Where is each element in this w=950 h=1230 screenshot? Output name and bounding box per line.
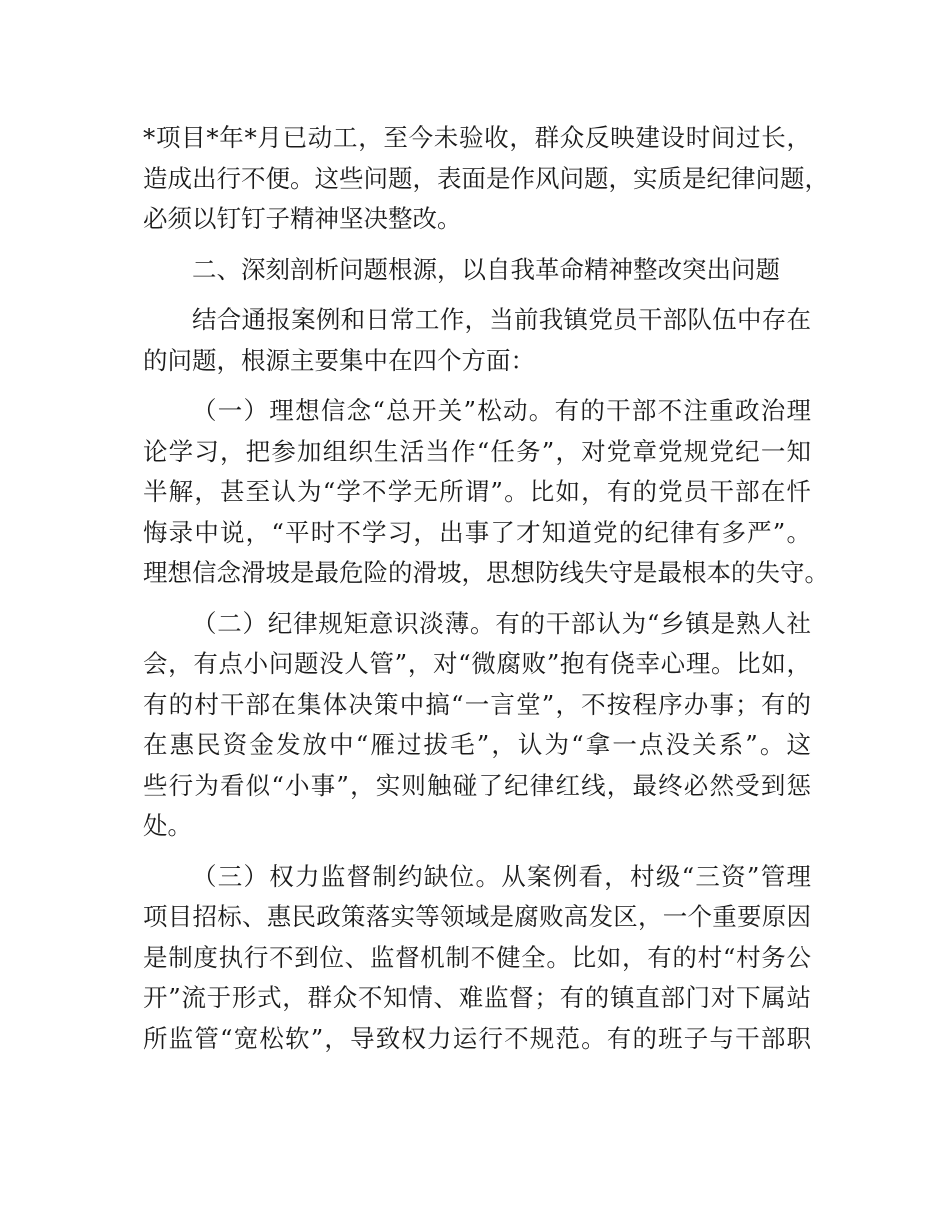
text-line: 理想信念滑坡是最危险的滑坡，思想防线失守是最根本的失守。 [143, 558, 829, 587]
text-line: 悔录中说，“平时不学习，出事了才知道党的纪律有多严”。 [143, 517, 811, 547]
section-heading [143, 250, 811, 291]
paragraph-intro-continuation [143, 118, 829, 240]
text-line: *项目*年*月已动工，至今未验收，群众反映建设时间过长， [143, 123, 811, 152]
text-line: 在惠民资金发放中“雁过拔毛”，认为“拿一点没关系”。这 [143, 730, 811, 759]
text-line: 项目招标、惠民政策落实等领域是腐败高发区，一个重要原因 [143, 902, 811, 931]
text-line: 是制度执行不到位、监督机制不健全。比如，有的村“村务公 [143, 942, 811, 972]
text-line: 造成出行不便。这些问题，表面是作风问题，实质是纪律问题， [143, 163, 829, 193]
paragraph-item-1 [143, 391, 829, 594]
text-line: 会，有点小问题没人管”，对“微腐败”抱有侥幸心理。比如， [143, 649, 811, 678]
paragraph-item-2 [143, 604, 811, 847]
text-line: 些行为看似“小事”，实则触碰了纪律红线，最终必然受到惩 [143, 770, 811, 800]
paragraph-item-3 [143, 857, 811, 1060]
text-line: 必须以钉钉子精神坚决整改。 [143, 204, 462, 233]
text-line: 处。 [143, 811, 192, 840]
text-line: （二）纪律规矩意识淡薄。有的干部认为“乡镇是熟人社 [192, 608, 811, 638]
text-line: 半解，甚至认为“学不学无所谓”。比如，有的党员干部在忏 [143, 477, 811, 506]
text-line: 结合通报案例和日常工作，当前我镇党员干部队伍中存在 [192, 305, 811, 334]
text-line: 所监管“宽松软”，导致权力运行不规范。有的班子与干部职 [143, 1023, 811, 1053]
text-line: 有的村干部在集体决策中搞“一言堂”，不按程序办事；有的 [143, 689, 811, 719]
heading-text: 二、深刻剖析问题根源，以自我革命精神整改突出问题 [192, 254, 780, 284]
text-line: 的问题，根源主要集中在四个方面： [143, 345, 535, 375]
paragraph-summary [143, 300, 811, 381]
text-line: 开”流于形式，群众不知情、难监督；有的镇直部门对下属站 [143, 983, 811, 1012]
document-body [143, 118, 829, 1059]
text-line: （三）权力监督制约缺位。从案例看，村级“三资”管理 [192, 861, 811, 891]
text-line: 论学习，把参加组织生活当作“任务”，对党章党规党纪一知 [143, 436, 811, 466]
text-line: （一）理想信念“总开关”松动。有的干部不注重政治理 [192, 396, 811, 425]
